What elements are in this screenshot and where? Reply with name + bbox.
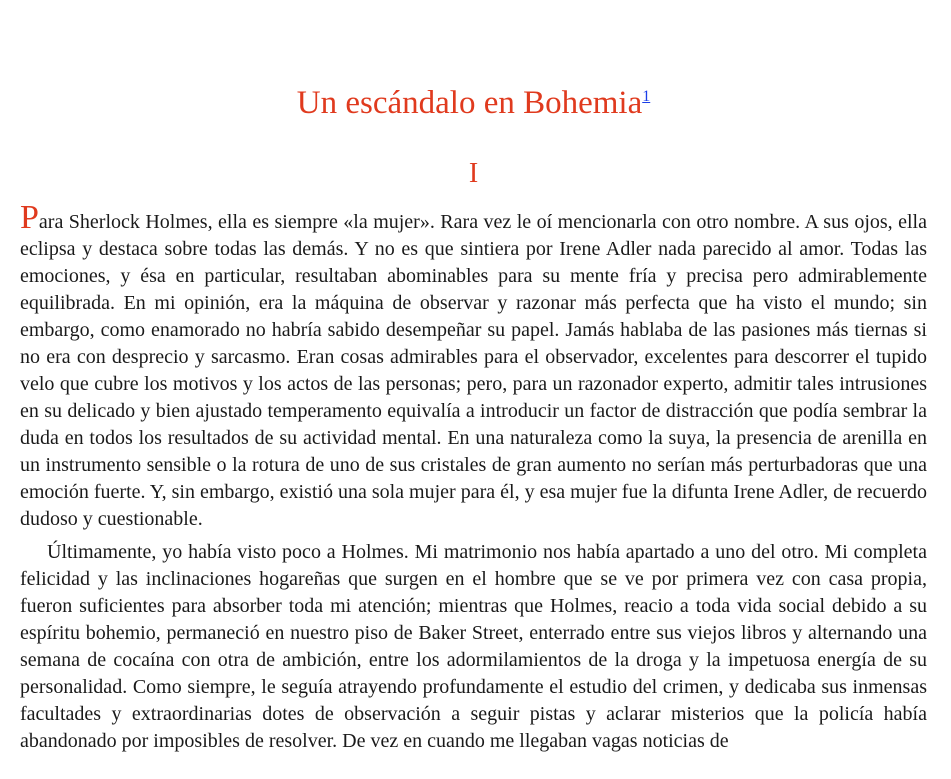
drop-cap: P (20, 199, 39, 236)
paragraph-1 (20, 199, 927, 533)
paragraph-2: Últimamente, yo había visto poco a Holmes. Mi matrimonio nos había apartado a uno del otro. Mi completa felicidad y las inclinaciones hogareñas que surgen en el hombre que se ve por primera vez con casa propia, fueron suficientes para absorber toda mi atención; mientras que Holmes, reacio a toda vida social debido a su espíritu bohemio, permaneció en nuestro piso de Baker Street, enterrado entre sus viejos libros y alternando una semana de cocaína con otra de ambición, entre los adormilamientos de la droga y la impetuosa energía de su personalidad. Como siempre, le seguía atrayendo profundamente el estudio del crimen, y dedicaba sus inmensas facultades y extraordinarias dotes de observación a seguir pistas y aclarar misterios que la policía había abandonado por imposibles de resolver. De vez en cuando me llegaban vagas noticias de (20, 541, 927, 752)
footnote-link[interactable]: 1 (642, 88, 651, 105)
title-text: Un escándalo en Bohemia (296, 85, 643, 121)
chapter-heading: I (468, 158, 479, 189)
footnote-superscript (642, 88, 650, 105)
page-title (20, 80, 927, 126)
paragraph-1-text: ara Sherlock Holmes, ella es siempre «la mujer». Rara vez le oí mencionarla con otro nombre. A sus ojos, ella eclipsa y destaca sobre todas las demás. Y no es que sintiera por Irene Adler nada parecido al amor. Todas las emociones, y ésa en particular, resultaban abominables para su mente fría y precisa pero admirablemente equilibrada. En mi opinión, era la máquina de observar y razonar más perfecta que ha visto el mundo; sin embargo, como enamorado no habría sabido desempeñar su papel. Jamás hablaba de las pasiones más tiernas si no era con desprecio y sarcasmo. Eran cosas admirables para el observador, excelentes para descorrer el tupido velo que cubre los motivos y los actos de las personas; pero, para un razonador experto, admitir tales intrusiones en su delicado y bien ajustado temperamento equivalía a introducir un factor de distracción que podía sembrar la duda en todos los resultados de su actividad mental. En una naturaleza como la suya, la presencia de arenilla en un instrumento sensible o la rotura de uno de sus cristales de gran aumento no serían más perturbadoras que una emoción fuerte. Y, sin embargo, existió una sola mujer para él, y esa mujer fue la difunta Irene Adler, de recuerdo dudoso y cuestionable. (20, 211, 927, 530)
body-text (20, 199, 927, 755)
